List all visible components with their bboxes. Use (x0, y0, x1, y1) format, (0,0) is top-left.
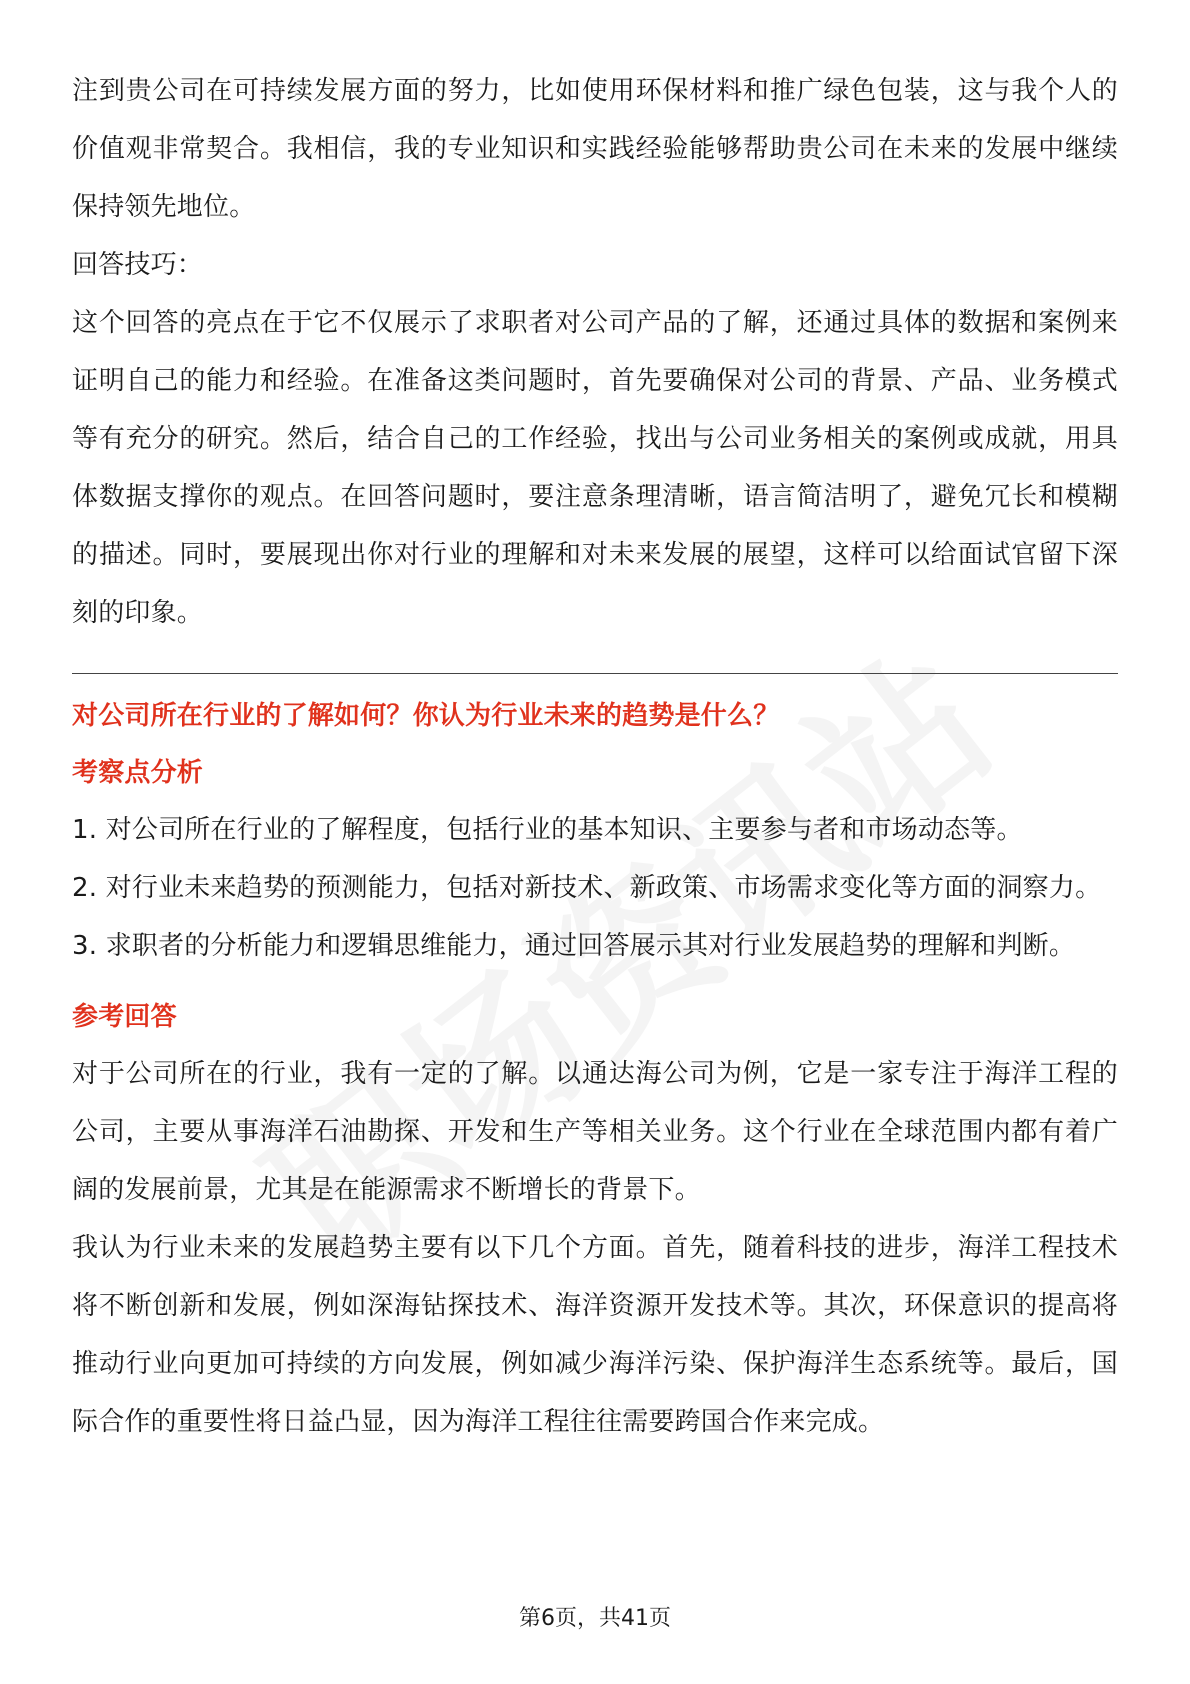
analysis-item: 1. 对公司所在行业的了解程度，包括行业的基本知识、主要参与者和市场动态等。 (72, 815, 1023, 845)
section-divider (72, 673, 1118, 674)
analysis-item: 2. 对行业未来趋势的预测能力，包括对新技术、新政策、市场需求变化等方面的洞察力。 (72, 873, 1102, 903)
answer-paragraph: 对于公司所在的行业，我有一定的了解。以通达海公司为例，它是一家专注于海洋工程的公司，主要从事海洋石油勘探、开发和生产等相关业务。这个行业在全球范围内都有着广阔的发展前景，尤其是在能源需求不断增长的背景下。 (72, 1059, 1118, 1205)
answer-paragraph: 我认为行业未来的发展趋势主要有以下几个方面。首先，随着科技的进步，海洋工程技术将不断创新和发展，例如深海钻探技术、海洋资源开发技术等。其次，环保意识的提高将推动行业向更加可持续的方向发展，例如减少海洋污染、保护海洋生态系统等。最后，国际合作的重要性将日益凸显，因为海洋工程往往需要跨国合作来完成。 (72, 1233, 1118, 1437)
tips-paragraph: 这个回答的亮点在于它不仅展示了求职者对公司产品的了解，还通过具体的数据和案例来证明自己的能力和经验。在准备这类问题时，首先要确保对公司的背景、产品、业务模式等有充分的研究。然后，结合自己的工作经验，找出与公司业务相关的案例或成就，用具体数据支撑你的观点。在回答问题时，要注意条理清晰，语言简洁明了，避免冗长和模糊的描述。同时，要展现出你对行业的理解和对未来发展的展望，这样可以给面试官留下深刻的印象。 (72, 308, 1118, 628)
tips-label: 回答技巧： (72, 250, 204, 280)
analysis-item: 3. 求职者的分析能力和逻辑思维能力，通过回答展示其对行业发展趋势的理解和判断。 (72, 931, 1076, 961)
question-heading: 对公司所在行业的了解如何？你认为行业未来的趋势是什么？ (72, 701, 780, 731)
page-content (72, 62, 1118, 1451)
answer-title: 参考回答 (72, 1002, 177, 1032)
intro-paragraph: 注到贵公司在可持续发展方面的努力，比如使用环保材料和推广绿色包装，这与我个人的价值观非常契合。我相信，我的专业知识和实践经验能够帮助贵公司在未来的发展中继续保持领先地位。 (72, 76, 1118, 222)
analysis-title: 考察点分析 (72, 758, 204, 788)
page-footer: 第6页，共41页 (519, 1606, 671, 1631)
